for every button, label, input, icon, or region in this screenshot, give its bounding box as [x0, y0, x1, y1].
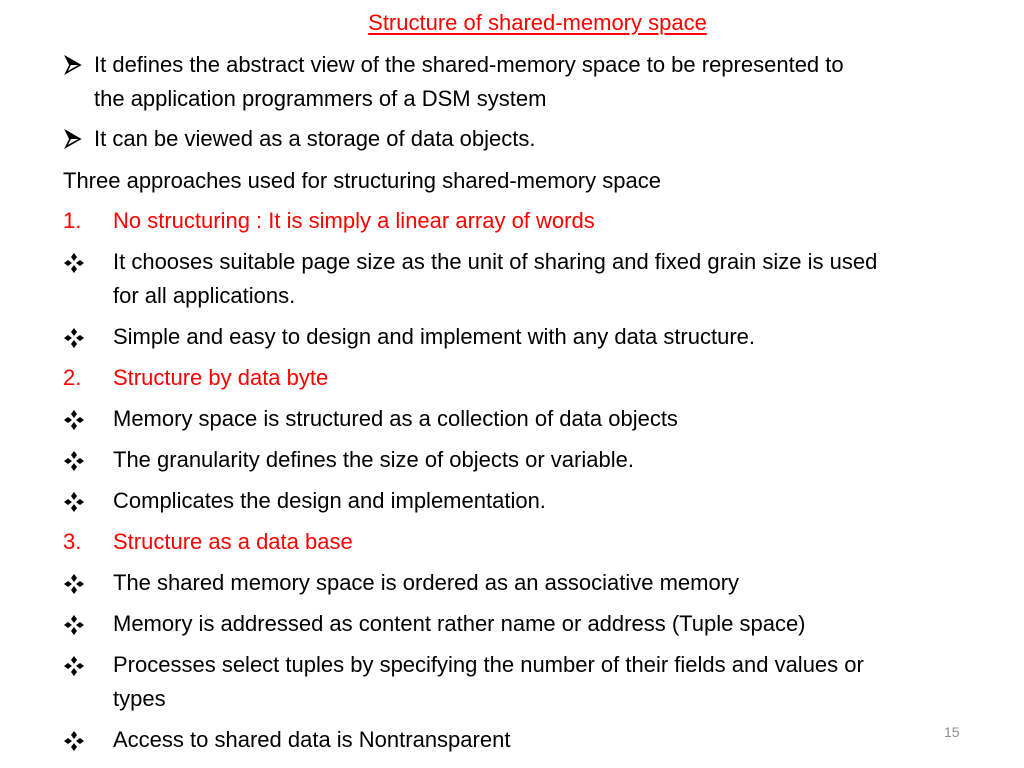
approach-heading	[63, 204, 1013, 238]
list-item	[63, 245, 1013, 315]
approach-heading-text: Structure as a data base	[113, 529, 353, 554]
point-line: Memory is addressed as content rather name or address (Tuple space)	[113, 611, 806, 636]
list-item	[63, 484, 1013, 518]
point-line: The shared memory space is ordered as an associative memory	[113, 570, 740, 595]
approach-number: 2.	[63, 365, 82, 390]
lead-text: Three approaches used for structuring shared-memory space	[63, 168, 661, 193]
four-diamond-bullet-icon	[63, 723, 85, 752]
intro-bullet	[63, 48, 1013, 118]
approach-heading-text: Structure by data byte	[113, 365, 329, 390]
list-item	[63, 566, 1013, 600]
point-line: Processes select tuples by specifying the number of their fields and values or	[113, 652, 864, 677]
four-diamond-bullet-icon	[63, 402, 85, 431]
list-item	[63, 320, 1013, 354]
list-item	[63, 723, 1013, 757]
intro-bullet-line: It defines the abstract view of the shared-memory space to be represented to	[94, 52, 844, 77]
four-diamond-bullet-icon	[63, 245, 85, 274]
page-number: 15	[944, 724, 960, 740]
point-line: Complicates the design and implementation.	[113, 488, 546, 513]
list-item	[63, 607, 1013, 641]
approach-number: 3.	[63, 529, 82, 554]
point-line: types	[113, 686, 166, 711]
four-diamond-bullet-icon	[63, 566, 85, 595]
intro-bullet-line: It can be viewed as a storage of data objects.	[94, 126, 536, 151]
four-diamond-bullet-icon	[63, 648, 85, 677]
point-line: Memory space is structured as a collection of data objects	[113, 406, 678, 431]
approach-heading-text: No structuring : It is simply a linear array of words	[113, 208, 595, 233]
point-line: Simple and easy to design and implement with any data structure.	[113, 324, 756, 349]
arrowhead-bullet-icon	[63, 48, 83, 75]
approach-heading	[63, 525, 1013, 559]
point-line: Access to shared data is Nontransparent	[113, 727, 511, 752]
approach-heading	[63, 361, 1013, 395]
four-diamond-bullet-icon	[63, 607, 85, 636]
point-line: for all applications.	[113, 283, 296, 308]
four-diamond-bullet-icon	[63, 443, 85, 472]
point-line: The granularity defines the size of objects or variable.	[113, 447, 634, 472]
list-item	[63, 443, 1013, 477]
point-line: It chooses suitable page size as the unit of sharing and fixed grain size is used	[113, 249, 878, 274]
intro-bullet-line: the application programmers of a DSM system	[94, 86, 547, 111]
slide-title: Structure of shared-memory space	[368, 10, 707, 35]
four-diamond-bullet-icon	[63, 484, 85, 513]
approach-number: 1.	[63, 208, 82, 233]
arrowhead-bullet-icon	[63, 122, 83, 149]
four-diamond-bullet-icon	[63, 320, 85, 349]
list-item	[63, 402, 1013, 436]
list-item	[63, 648, 1013, 718]
intro-bullet	[63, 122, 1013, 156]
